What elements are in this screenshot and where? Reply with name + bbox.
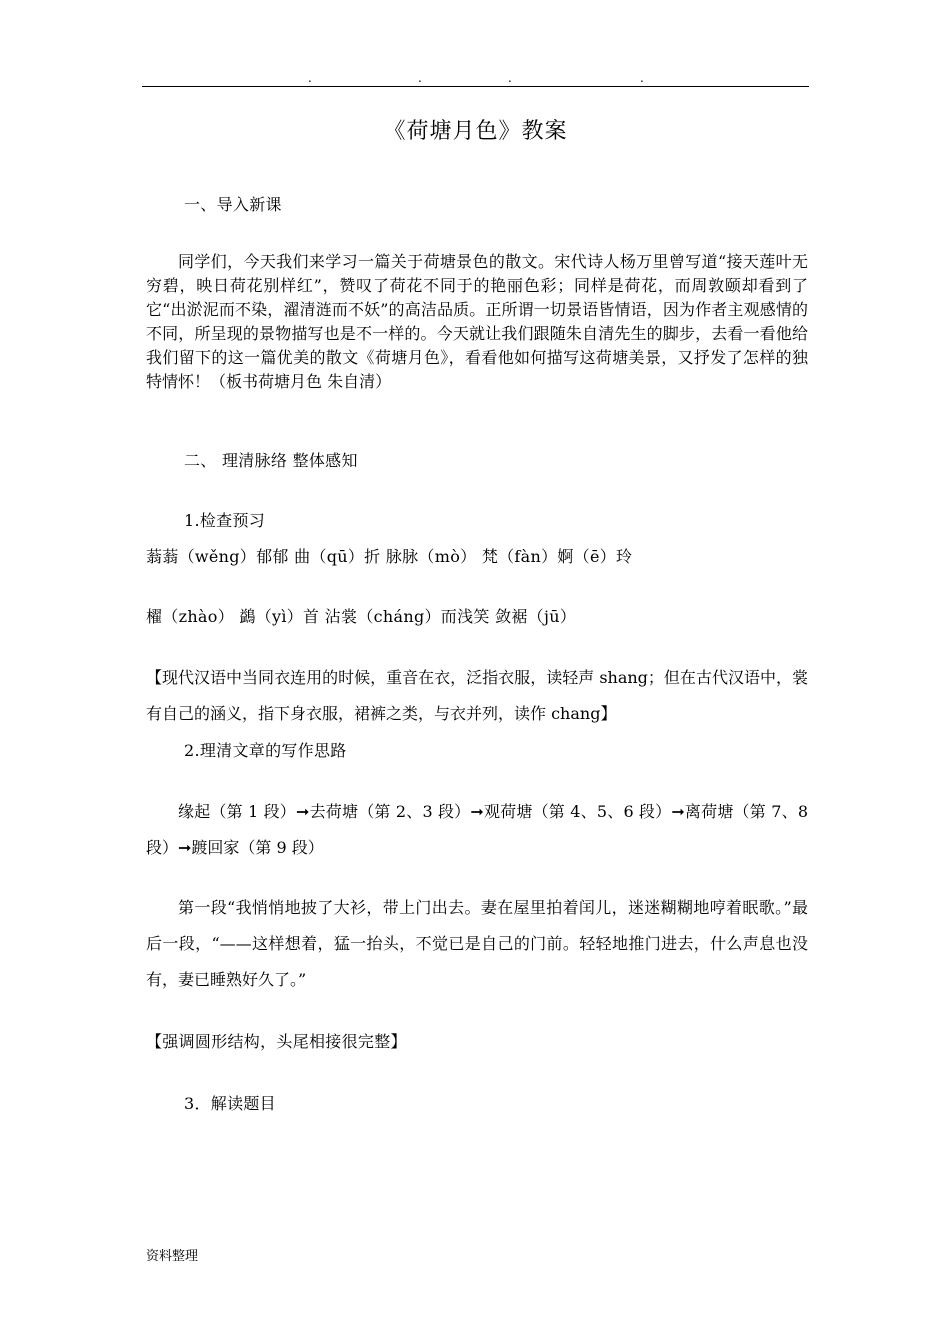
section1-paragraph: 同学们，今天我们来学习一篇关于荷塘景色的散文。宋代诗人杨万里曾写道“接天莲叶无穷碧，映日荷花别样红”，赞叹了荷花不同于的艳丽色彩；同样是荷花，而周敦颐却看到了它“出淤泥而不染，濯清涟而不妖”的高洁品质。正所谓一切景语皆情语，因为作者主观感情的不同，所呈现的景物描写也是不一样的。今天就让我们跟随朱自清先生的脚步，去看一看他给我们留下的这一篇优美的散文《荷塘月色》，看看他如何描写这荷塘美景，又抒发了怎样的独特情怀！（板书荷塘月色 朱自清） <box>146 252 808 391</box>
pronunciation-note: 【现代汉语中当同衣连用的时候，重音在衣，泛指衣服，读轻声 shang；但在古代汉语中，裳有自己的涵义，指下身衣服，裙裤之类，与衣并列，读作 chang】 <box>146 668 808 723</box>
quote-paragraph: 第一段“我悄悄地披了大衫，带上门出去。妻在屋里拍着闰儿，迷迷糊糊地哼着眠歌。”最后一段，“——这样想着，猛一抬头，不觉已是自己的门前。轻轻地推门进去，什么声息也没有，妻已睡熟好久了。” <box>146 898 808 989</box>
pinyin-line-2: 櫂（zhào） 鷁（yì）首 沾裳（cháng）而浅笑 敛裾（jū） <box>146 607 577 626</box>
header-dots <box>0 72 950 84</box>
item3-heading: 3．解读题目 <box>184 1094 276 1113</box>
header-rule <box>142 86 809 87</box>
footer-text: 资料整理 <box>146 1249 199 1264</box>
section1-heading: 一、导入新课 <box>184 195 282 214</box>
structure-paragraph: 缘起（第 1 段）➞去荷塘（第 2、3 段）➞观荷塘（第 4、5、6 段）➞离荷塘（第 7、8 段）➞踱回家（第 9 段） <box>146 802 808 857</box>
section2-heading: 二、 理清脉络 整体感知 <box>184 451 358 470</box>
header-dot: . <box>418 71 422 85</box>
header-dot: . <box>640 71 644 85</box>
pinyin-line-1: 蓊蓊（wěng）郁郁 曲（qū）折 脉脉（mò） 梵（fàn）婀（ē）玲 <box>146 547 633 566</box>
emphasis-note: 【强调圆形结构，头尾相接很完整】 <box>146 1032 407 1051</box>
item1-heading: 1.检查预习 <box>184 511 266 530</box>
header-dot: . <box>508 71 512 85</box>
item2-heading: 2.理清文章的写作思路 <box>184 741 347 760</box>
page-title: 《荷塘月色》教案 <box>383 119 568 144</box>
header-dot: . <box>308 71 312 85</box>
